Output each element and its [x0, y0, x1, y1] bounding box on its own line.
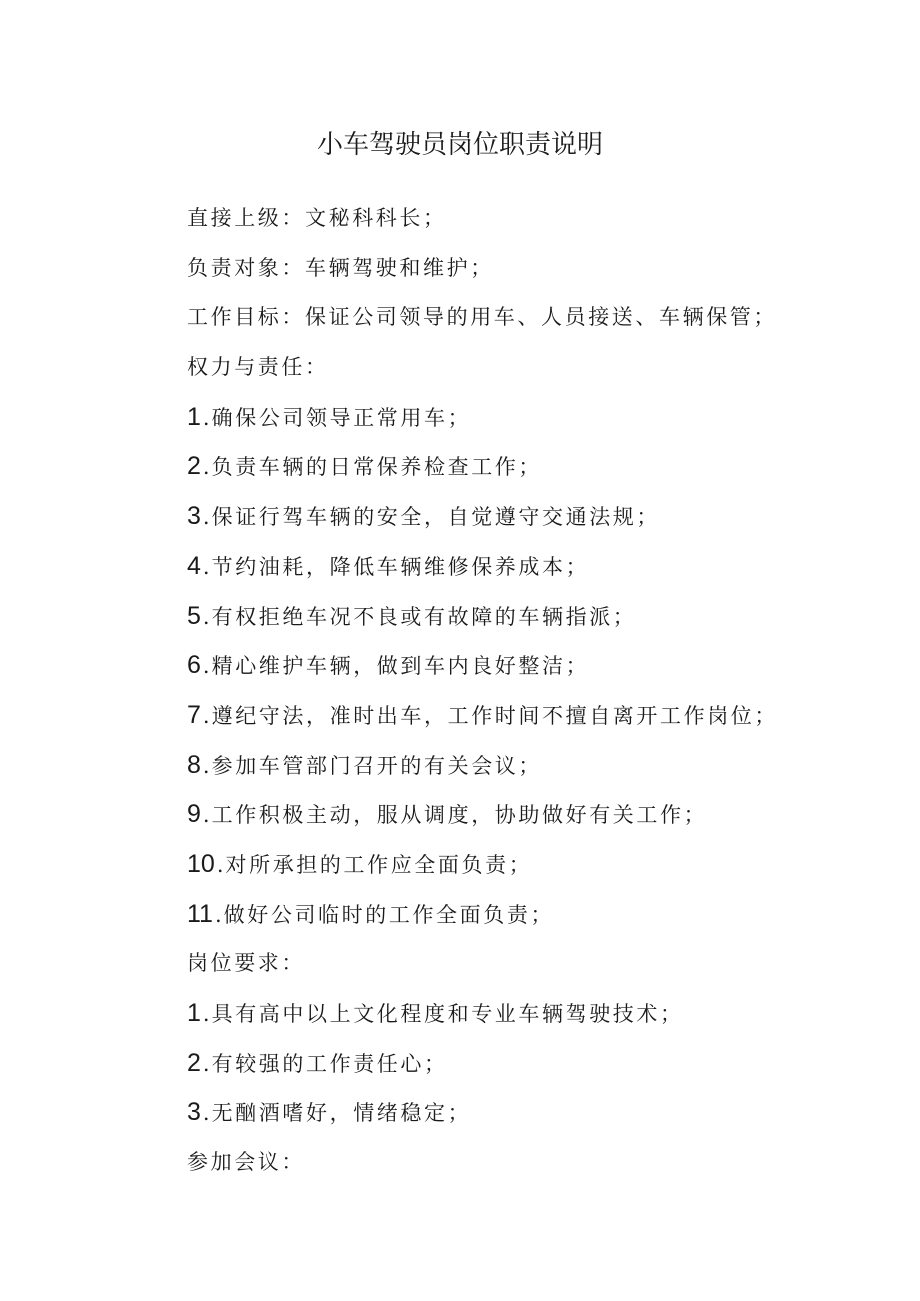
- item-text: 对所承担的工作应全面负责；: [225, 852, 533, 877]
- item-text: 做好公司临时的工作全面负责；: [223, 902, 555, 927]
- document-title: 小车驾驶员岗位职责说明: [316, 130, 603, 160]
- work-goal-line: 工作目标：保证公司领导的用车、人员接送、车辆保管；: [187, 305, 777, 330]
- list-item: 5.有权拒绝车况不良或有故障的车辆指派；: [187, 596, 887, 646]
- item-text: 保证行驾车辆的安全，自觉遵守交通法规；: [211, 505, 660, 530]
- item-number: 7: [187, 700, 201, 729]
- document-body: [187, 198, 887, 1192]
- superior-line: 直接上级：文秘科科长；: [187, 206, 447, 230]
- list-item: 2.负责车辆的日常保养检查工作；: [187, 446, 887, 496]
- item-number: 11: [187, 899, 213, 928]
- item-text: 节约油耗，降低车辆维修保养成本；: [211, 554, 590, 579]
- list-item: 4.节约油耗，降低车辆维修保养成本；: [187, 546, 887, 596]
- item-number: 1: [187, 402, 201, 431]
- powers-heading: 权力与责任：: [187, 355, 329, 380]
- item-number: 4: [187, 551, 201, 580]
- item-text: 有较强的工作责任心；: [211, 1051, 448, 1076]
- list-item: 9.工作积极主动，服从调度，协助做好有关工作；: [187, 794, 887, 844]
- list-item: 1.确保公司领导正常用车；: [187, 397, 887, 447]
- list-item: 3.保证行驾车辆的安全，自觉遵守交通法规；: [187, 496, 887, 546]
- list-item: 3.无酗酒嗜好，情绪稳定；: [187, 1092, 887, 1142]
- item-number: 6: [187, 651, 201, 680]
- item-number: 3: [187, 1098, 201, 1127]
- list-item: 2.有较强的工作责任心；: [187, 1043, 887, 1093]
- item-text: 有权拒绝车况不良或有故障的车辆指派；: [211, 604, 637, 629]
- item-number: 8: [187, 750, 201, 779]
- requirements-list: [187, 993, 887, 1142]
- requirements-heading: 岗位要求：: [187, 951, 305, 976]
- item-number: 10: [187, 849, 215, 878]
- list-item: 6.精心维护车辆，做到车内良好整洁；: [187, 645, 887, 695]
- powers-list: [187, 397, 887, 944]
- item-text: 无酗酒嗜好，情绪稳定；: [211, 1101, 472, 1126]
- meetings-heading: 参加会议：: [187, 1150, 305, 1175]
- item-text: 遵纪守法，准时出车，工作时间不擅自离开工作岗位；: [211, 703, 778, 728]
- item-number: 3: [187, 502, 201, 531]
- item-text: 负责车辆的日常保养检查工作；: [211, 455, 542, 480]
- responsible-for-line: 负责对象：车辆驾驶和维护；: [187, 255, 494, 280]
- list-item: 11.做好公司临时的工作全面负责；: [187, 894, 887, 944]
- item-number: 2: [187, 452, 201, 481]
- item-number: 5: [187, 601, 201, 630]
- item-text: 确保公司领导正常用车；: [211, 405, 472, 430]
- list-item: 8.参加车管部门召开的有关会议；: [187, 745, 887, 795]
- item-text: 工作积极主动，服从调度，协助做好有关工作；: [211, 803, 708, 828]
- item-number: 9: [187, 800, 201, 829]
- list-item: 1.具有高中以上文化程度和专业车辆驾驶技术；: [187, 993, 887, 1043]
- item-number: 1: [187, 999, 201, 1027]
- item-text: 精心维护车辆，做到车内良好整洁；: [211, 654, 590, 679]
- item-number: 2: [187, 1048, 201, 1077]
- item-text: 具有高中以上文化程度和专业车辆驾驶技术；: [211, 1002, 684, 1026]
- list-item: 7.遵纪守法，准时出车，工作时间不擅自离开工作岗位；: [187, 695, 887, 745]
- list-item: 10.对所承担的工作应全面负责；: [187, 844, 887, 894]
- item-text: 参加车管部门召开的有关会议；: [211, 753, 542, 778]
